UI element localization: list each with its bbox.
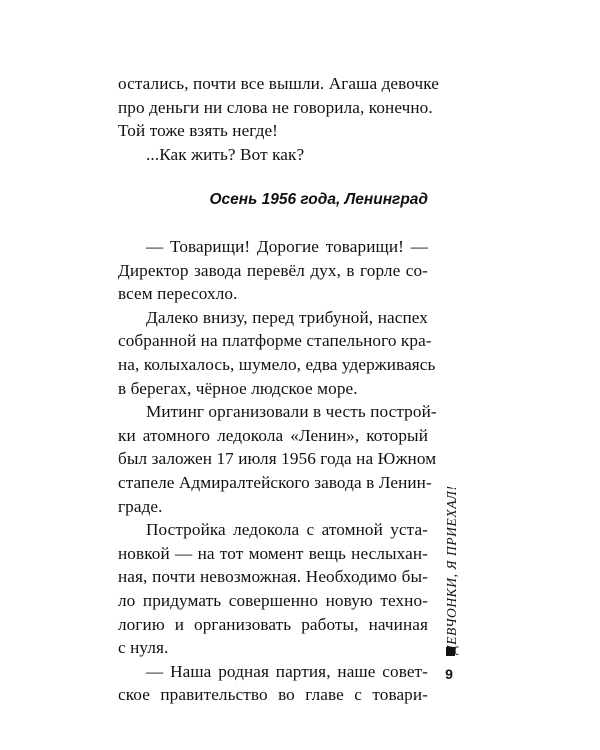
text-line: Митинг организовали в честь построй-: [146, 402, 437, 422]
page-number: 9: [445, 666, 453, 682]
text-line: собранной на платформе стапельного кра-: [118, 331, 432, 351]
text-line: Постройка ледокола с атомной уста-: [146, 520, 428, 540]
text-line: Далеко внизу, перед трибуной, наспех: [146, 307, 428, 327]
text-line: — Товарищи! Дорогие товарищи! —: [146, 237, 428, 256]
text-line: про деньги ни слова не говорила, конечно.: [118, 97, 433, 117]
text-line: ло придумать совершенно новую техно-: [118, 590, 428, 610]
text-line: ...Как жить? Вот как?: [146, 144, 305, 164]
text-line: на, колыхалось, шумело, едва удерживаясь: [118, 354, 436, 374]
text-line: логию и организовать работы, начиная: [118, 614, 428, 634]
text-line: ки атомного ледокола «Ленин», который: [118, 425, 428, 445]
body-text: [118, 235, 437, 707]
text-line: — Наша родная партия, наше совет-: [146, 661, 428, 681]
text-line: ная, почти невозможная. Необходимо бы-: [118, 567, 428, 587]
text-line: Той тоже взять негде!: [118, 121, 278, 141]
text-line: всем пересохло.: [118, 284, 238, 304]
text-line: был заложен 17 июля 1956 года на Южном: [118, 449, 437, 469]
text-line: ское правительство во главе с товари-: [118, 685, 428, 705]
section-heading: Осень 1956 года, Ленинград: [209, 191, 428, 208]
text-line: в берегах, чёрное людское море.: [118, 378, 358, 398]
text-line: новкой — на тот момент вещь неслыхан-: [118, 543, 428, 563]
running-title: ДЕВЧОНКИ, Я ПРИЕХАЛ!: [444, 485, 459, 654]
text-line: Директор завода перевёл дух, в горле со-: [118, 260, 428, 280]
text-line: стапеле Адмиралтейского завода в Ленин-: [118, 472, 432, 492]
opening-paragraphs: [118, 72, 439, 166]
text-line: граде.: [118, 496, 163, 516]
text-line: с нуля.: [118, 638, 169, 658]
text-line: остались, почти все вышли. Агаша девочке: [118, 74, 439, 93]
